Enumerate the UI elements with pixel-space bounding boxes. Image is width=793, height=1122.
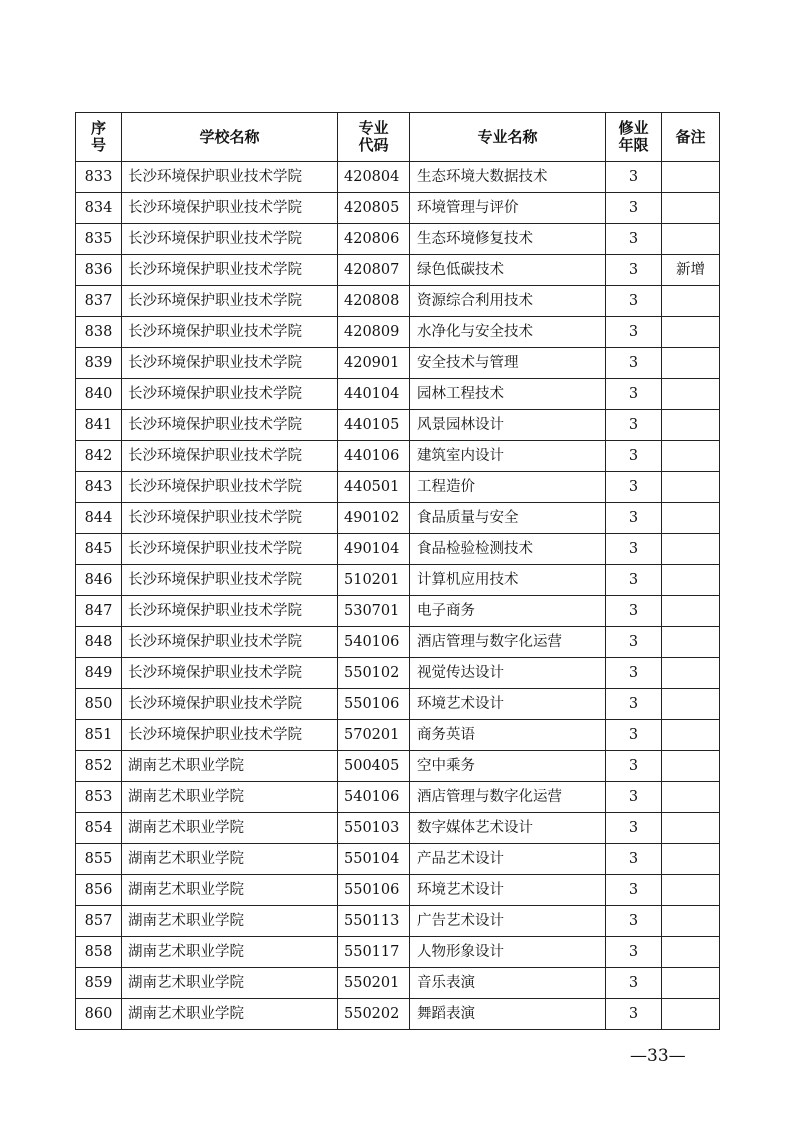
- table-row: [76, 782, 720, 813]
- cell-school: 长沙环境保护职业技术学院: [122, 317, 338, 348]
- table-row: [76, 999, 720, 1030]
- cell-index: 843: [76, 472, 122, 503]
- table-row: [76, 348, 720, 379]
- cell-index: 842: [76, 441, 122, 472]
- cell-index: 841: [76, 410, 122, 441]
- table-row: [76, 441, 720, 472]
- table-row: [76, 627, 720, 658]
- cell-note: [662, 658, 720, 689]
- cell-major: 人物形象设计: [410, 937, 606, 968]
- cell-index: 846: [76, 565, 122, 596]
- cell-years: 3: [606, 782, 662, 813]
- cell-major: 酒店管理与数字化运营: [410, 627, 606, 658]
- table-row: [76, 503, 720, 534]
- cell-years: 3: [606, 968, 662, 999]
- cell-note: [662, 596, 720, 627]
- cell-school: 长沙环境保护职业技术学院: [122, 689, 338, 720]
- cell-major: 生态环境大数据技术: [410, 162, 606, 193]
- cell-school: 长沙环境保护职业技术学院: [122, 348, 338, 379]
- cell-school: 长沙环境保护职业技术学院: [122, 658, 338, 689]
- cell-index: 839: [76, 348, 122, 379]
- cell-school: 长沙环境保护职业技术学院: [122, 596, 338, 627]
- cell-note: [662, 720, 720, 751]
- cell-note: [662, 751, 720, 782]
- cell-code: 420809: [338, 317, 410, 348]
- cell-code: 530701: [338, 596, 410, 627]
- cell-years: 3: [606, 658, 662, 689]
- cell-code: 490102: [338, 503, 410, 534]
- table-row: [76, 317, 720, 348]
- cell-note: [662, 937, 720, 968]
- table-row: [76, 813, 720, 844]
- cell-major: 资源综合利用技术: [410, 286, 606, 317]
- cell-years: 3: [606, 875, 662, 906]
- cell-years: 3: [606, 286, 662, 317]
- cell-years: 3: [606, 596, 662, 627]
- cell-school: 湖南艺术职业学院: [122, 751, 338, 782]
- cell-school: 湖南艺术职业学院: [122, 968, 338, 999]
- cell-years: 3: [606, 906, 662, 937]
- cell-code: 550103: [338, 813, 410, 844]
- cell-index: 833: [76, 162, 122, 193]
- table-row: [76, 875, 720, 906]
- table-row: [76, 379, 720, 410]
- cell-index: 859: [76, 968, 122, 999]
- cell-major: 电子商务: [410, 596, 606, 627]
- cell-major: 园林工程技术: [410, 379, 606, 410]
- cell-school: 长沙环境保护职业技术学院: [122, 472, 338, 503]
- cell-school: 长沙环境保护职业技术学院: [122, 503, 338, 534]
- cell-code: 420807: [338, 255, 410, 286]
- cell-note: [662, 441, 720, 472]
- cell-index: 851: [76, 720, 122, 751]
- cell-school: 长沙环境保护职业技术学院: [122, 441, 338, 472]
- cell-note: [662, 689, 720, 720]
- cell-index: 849: [76, 658, 122, 689]
- cell-note: [662, 348, 720, 379]
- cell-note: 新增: [662, 255, 720, 286]
- cell-note: [662, 410, 720, 441]
- cell-years: 3: [606, 348, 662, 379]
- cell-code: 440106: [338, 441, 410, 472]
- table-body: [76, 162, 720, 1030]
- header-note: 备注: [662, 113, 720, 162]
- cell-index: 838: [76, 317, 122, 348]
- cell-years: 3: [606, 689, 662, 720]
- table-row: [76, 472, 720, 503]
- cell-note: [662, 472, 720, 503]
- table-row: [76, 286, 720, 317]
- cell-school: 长沙环境保护职业技术学院: [122, 224, 338, 255]
- cell-code: 510201: [338, 565, 410, 596]
- cell-index: 837: [76, 286, 122, 317]
- cell-years: 3: [606, 937, 662, 968]
- cell-code: 420808: [338, 286, 410, 317]
- cell-major: 工程造价: [410, 472, 606, 503]
- cell-index: 852: [76, 751, 122, 782]
- cell-code: 420806: [338, 224, 410, 255]
- cell-index: 858: [76, 937, 122, 968]
- cell-major: 广告艺术设计: [410, 906, 606, 937]
- header-idx-line1: 序: [90, 119, 106, 137]
- header-idx-line2: 号: [90, 136, 106, 154]
- cell-school: 湖南艺术职业学院: [122, 782, 338, 813]
- cell-major: 舞蹈表演: [410, 999, 606, 1030]
- cell-school: 湖南艺术职业学院: [122, 906, 338, 937]
- cell-years: 3: [606, 999, 662, 1030]
- cell-major: 视觉传达设计: [410, 658, 606, 689]
- page-number: —33—: [630, 1046, 686, 1066]
- cell-years: 3: [606, 844, 662, 875]
- cell-index: 835: [76, 224, 122, 255]
- cell-school: 湖南艺术职业学院: [122, 875, 338, 906]
- cell-years: 3: [606, 224, 662, 255]
- cell-index: 848: [76, 627, 122, 658]
- cell-note: [662, 503, 720, 534]
- header-idx: [76, 113, 122, 162]
- cell-note: [662, 813, 720, 844]
- cell-school: 长沙环境保护职业技术学院: [122, 379, 338, 410]
- cell-school: 湖南艺术职业学院: [122, 999, 338, 1030]
- table-row: [76, 844, 720, 875]
- cell-school: 长沙环境保护职业技术学院: [122, 565, 338, 596]
- cell-code: 490104: [338, 534, 410, 565]
- cell-index: 855: [76, 844, 122, 875]
- cell-note: [662, 999, 720, 1030]
- cell-code: 550113: [338, 906, 410, 937]
- cell-years: 3: [606, 472, 662, 503]
- cell-school: 长沙环境保护职业技术学院: [122, 286, 338, 317]
- table-row: [76, 937, 720, 968]
- cell-code: 570201: [338, 720, 410, 751]
- cell-code: 550201: [338, 968, 410, 999]
- cell-note: [662, 379, 720, 410]
- cell-index: 834: [76, 193, 122, 224]
- cell-years: 3: [606, 193, 662, 224]
- cell-code: 540106: [338, 627, 410, 658]
- cell-code: 540106: [338, 782, 410, 813]
- cell-years: 3: [606, 565, 662, 596]
- cell-years: 3: [606, 410, 662, 441]
- cell-major: 产品艺术设计: [410, 844, 606, 875]
- cell-code: 440104: [338, 379, 410, 410]
- cell-code: 550106: [338, 689, 410, 720]
- cell-major: 计算机应用技术: [410, 565, 606, 596]
- cell-note: [662, 875, 720, 906]
- cell-code: 420805: [338, 193, 410, 224]
- cell-code: 500405: [338, 751, 410, 782]
- cell-major: 生态环境修复技术: [410, 224, 606, 255]
- majors-table: [75, 112, 720, 1030]
- table-row: [76, 162, 720, 193]
- table-row: [76, 658, 720, 689]
- cell-code: 550104: [338, 844, 410, 875]
- cell-index: 850: [76, 689, 122, 720]
- table-row: [76, 689, 720, 720]
- cell-years: 3: [606, 720, 662, 751]
- cell-index: 840: [76, 379, 122, 410]
- cell-code: 550106: [338, 875, 410, 906]
- table-row: [76, 565, 720, 596]
- cell-years: 3: [606, 379, 662, 410]
- cell-years: 3: [606, 162, 662, 193]
- table-row: [76, 224, 720, 255]
- cell-major: 食品质量与安全: [410, 503, 606, 534]
- cell-note: [662, 193, 720, 224]
- cell-school: 长沙环境保护职业技术学院: [122, 720, 338, 751]
- cell-major: 环境艺术设计: [410, 689, 606, 720]
- cell-major: 绿色低碳技术: [410, 255, 606, 286]
- cell-school: 长沙环境保护职业技术学院: [122, 627, 338, 658]
- cell-note: [662, 968, 720, 999]
- cell-note: [662, 534, 720, 565]
- table-row: [76, 193, 720, 224]
- cell-years: 3: [606, 503, 662, 534]
- cell-major: 环境管理与评价: [410, 193, 606, 224]
- cell-years: 3: [606, 317, 662, 348]
- cell-code: 550202: [338, 999, 410, 1030]
- cell-school: 湖南艺术职业学院: [122, 813, 338, 844]
- cell-code: 440105: [338, 410, 410, 441]
- cell-major: 食品检验检测技术: [410, 534, 606, 565]
- header-years-line1: 修业: [618, 119, 649, 137]
- cell-note: [662, 782, 720, 813]
- cell-school: 长沙环境保护职业技术学院: [122, 255, 338, 286]
- cell-code: 550102: [338, 658, 410, 689]
- cell-years: 3: [606, 441, 662, 472]
- cell-note: [662, 844, 720, 875]
- cell-school: 长沙环境保护职业技术学院: [122, 410, 338, 441]
- header-years: [606, 113, 662, 162]
- cell-note: [662, 565, 720, 596]
- table-row: [76, 410, 720, 441]
- cell-code: 440501: [338, 472, 410, 503]
- cell-note: [662, 224, 720, 255]
- cell-note: [662, 906, 720, 937]
- cell-code: 550117: [338, 937, 410, 968]
- cell-index: 836: [76, 255, 122, 286]
- cell-major: 数字媒体艺术设计: [410, 813, 606, 844]
- cell-note: [662, 317, 720, 348]
- cell-years: 3: [606, 255, 662, 286]
- cell-index: 857: [76, 906, 122, 937]
- cell-years: 3: [606, 813, 662, 844]
- cell-school: 长沙环境保护职业技术学院: [122, 534, 338, 565]
- cell-code: 420901: [338, 348, 410, 379]
- header-major: 专业名称: [410, 113, 606, 162]
- cell-major: 水净化与安全技术: [410, 317, 606, 348]
- table-row: [76, 751, 720, 782]
- cell-major: 环境艺术设计: [410, 875, 606, 906]
- cell-school: 长沙环境保护职业技术学院: [122, 162, 338, 193]
- table-row: [76, 596, 720, 627]
- cell-major: 风景园林设计: [410, 410, 606, 441]
- cell-major: 商务英语: [410, 720, 606, 751]
- cell-major: 安全技术与管理: [410, 348, 606, 379]
- header-code-line2: 代码: [358, 136, 389, 154]
- cell-index: 853: [76, 782, 122, 813]
- cell-years: 3: [606, 627, 662, 658]
- table-row: [76, 720, 720, 751]
- cell-index: 860: [76, 999, 122, 1030]
- cell-major: 音乐表演: [410, 968, 606, 999]
- table-header-row: [76, 113, 720, 162]
- cell-index: 856: [76, 875, 122, 906]
- cell-index: 844: [76, 503, 122, 534]
- cell-school: 长沙环境保护职业技术学院: [122, 193, 338, 224]
- cell-years: 3: [606, 534, 662, 565]
- cell-code: 420804: [338, 162, 410, 193]
- cell-index: 845: [76, 534, 122, 565]
- table-row: [76, 906, 720, 937]
- cell-note: [662, 162, 720, 193]
- cell-major: 空中乘务: [410, 751, 606, 782]
- header-years-line2: 年限: [618, 136, 649, 154]
- cell-note: [662, 627, 720, 658]
- table-row: [76, 534, 720, 565]
- cell-school: 湖南艺术职业学院: [122, 844, 338, 875]
- cell-index: 847: [76, 596, 122, 627]
- header-school: 学校名称: [122, 113, 338, 162]
- cell-years: 3: [606, 751, 662, 782]
- cell-major: 酒店管理与数字化运营: [410, 782, 606, 813]
- cell-major: 建筑室内设计: [410, 441, 606, 472]
- header-code-line1: 专业: [358, 119, 389, 137]
- cell-index: 854: [76, 813, 122, 844]
- header-code: [338, 113, 410, 162]
- cell-note: [662, 286, 720, 317]
- table-row: [76, 255, 720, 286]
- table-row: [76, 968, 720, 999]
- cell-school: 湖南艺术职业学院: [122, 937, 338, 968]
